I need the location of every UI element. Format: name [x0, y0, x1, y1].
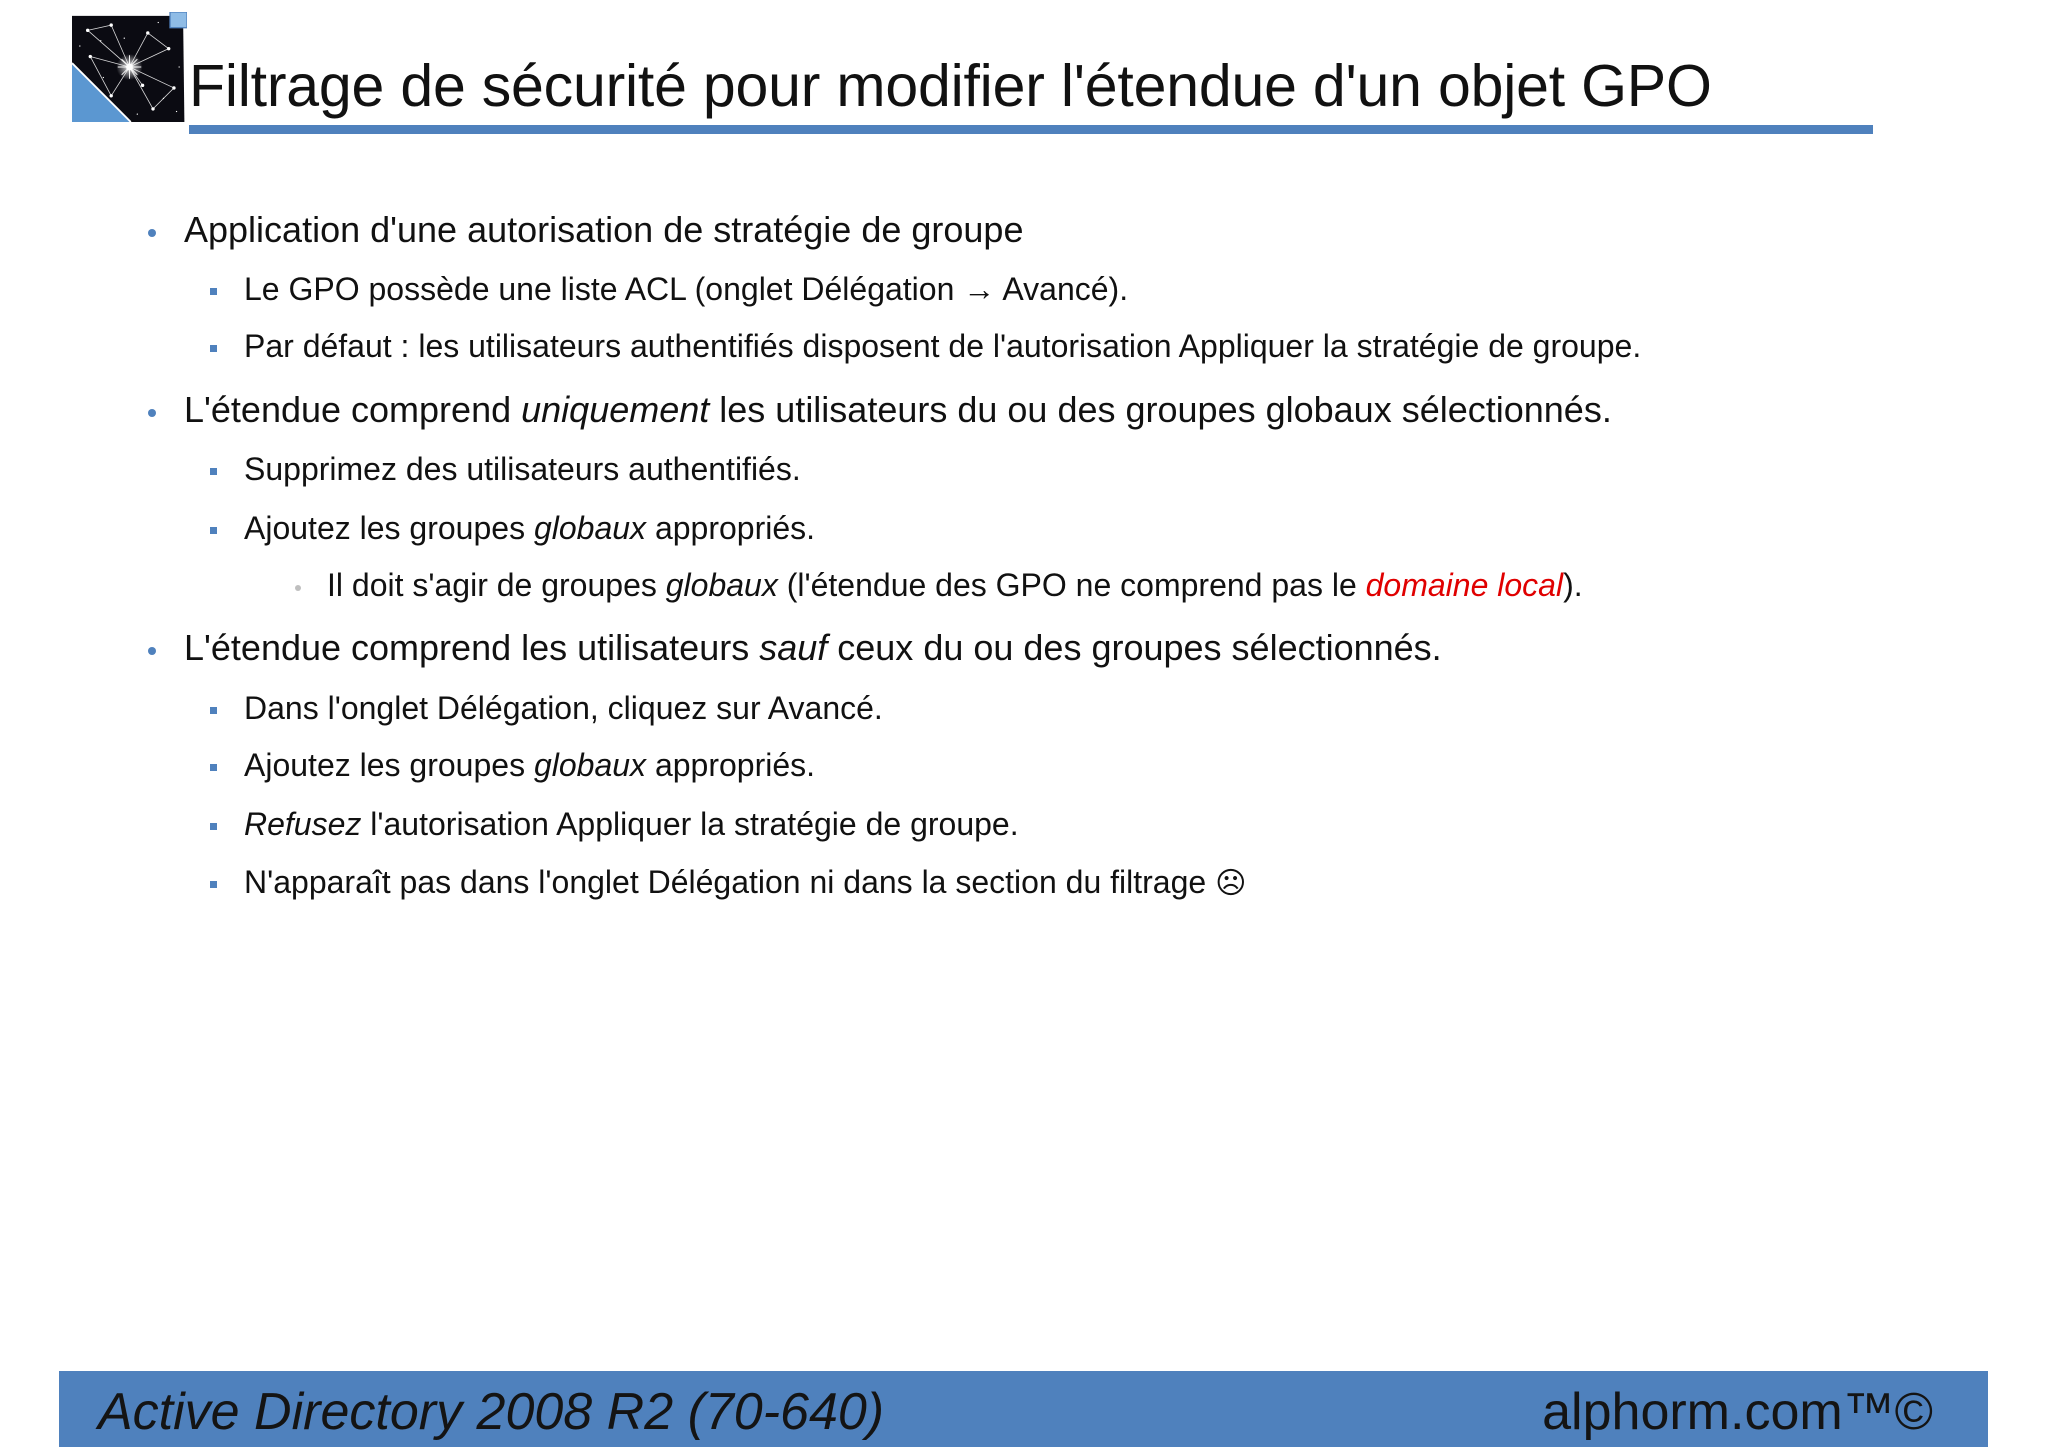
highlight-text: domaine local	[1365, 567, 1564, 603]
emphasis-text: uniquement	[521, 389, 710, 430]
bullet-text: Par défaut : les utilisateurs authentifiés disposent de l'autorisation Appliquer la stratégie de groupe.	[244, 328, 1642, 364]
bullet-level2	[244, 322, 1641, 370]
bullet-text: Supprimez des utilisateurs authentifiés.	[244, 451, 801, 487]
bullet-dot-icon	[148, 229, 156, 237]
bullet-text: L'étendue comprend	[184, 389, 522, 430]
sad-face-icon: ☹	[1215, 866, 1247, 901]
bullet-text: Il doit s'agir de groupes	[327, 567, 666, 603]
brand-name: alphorm.com™©	[1542, 1383, 1933, 1441]
bullet-level3	[327, 561, 1583, 609]
bullet-level2	[244, 445, 801, 493]
bullet-level1	[184, 386, 1612, 434]
title-underline	[189, 125, 1873, 134]
bullet-text: les utilisateurs du ou des groupes globaux sélectionnés.	[709, 389, 1612, 430]
bullet-text: ceux du ou des groupes sélectionnés.	[827, 627, 1442, 668]
bullet-text: Application d'une autorisation de stratégie de groupe	[184, 209, 1024, 250]
bullet-text: Dans l'onglet Délégation, cliquez sur Avancé.	[244, 690, 883, 726]
bullet-level2	[244, 684, 883, 732]
bullet-text: N'apparaît pas dans l'onglet Délégation ni dans la section du filtrage	[244, 864, 1216, 900]
emphasis-text: Refusez	[244, 806, 362, 842]
bullet-square-icon	[210, 345, 217, 352]
bullet-square-icon	[210, 527, 217, 534]
course-title: Active Directory 2008 R2 (70-640)	[98, 1383, 885, 1441]
bullet-square-icon	[210, 468, 217, 475]
emphasis-text: sauf	[759, 627, 828, 668]
bullet-text: Le GPO possède une liste ACL (onglet Délégation → Avancé).	[244, 271, 1129, 307]
bullet-dot-icon	[148, 647, 156, 655]
emphasis-text: globaux	[533, 747, 647, 783]
bullet-text: appropriés.	[646, 747, 816, 783]
logo-corner-square	[170, 12, 187, 28]
footer-bar	[59, 1371, 1988, 1447]
slide-title: Filtrage de sécurité pour modifier l'étendue d'un objet GPO	[189, 53, 1712, 119]
bullet-level2	[244, 265, 1128, 313]
bullet-dot-icon	[148, 409, 156, 417]
bullet-text: l'autorisation Appliquer la stratégie de groupe.	[361, 806, 1019, 842]
bullet-text: ).	[1563, 567, 1583, 603]
emphasis-text: globaux	[665, 567, 778, 603]
bullet-square-icon	[210, 823, 217, 830]
bullet-square-icon	[210, 881, 217, 888]
bullet-square-icon	[210, 707, 217, 714]
bullet-square-icon	[210, 288, 217, 295]
bullet-text: Ajoutez les groupes	[244, 747, 534, 783]
bullet-text: Ajoutez les groupes	[244, 510, 534, 546]
bullet-square-icon	[210, 764, 217, 771]
network-star-logo-icon	[72, 12, 187, 122]
bullet-level2	[244, 741, 815, 789]
bullet-level1	[184, 624, 1442, 672]
bullet-text: L'étendue comprend les utilisateurs	[184, 627, 760, 668]
bullet-level1	[184, 206, 1023, 254]
bullet-small-dot-icon	[295, 585, 301, 591]
bullet-level2	[244, 858, 1246, 906]
bullet-text: (l'étendue des GPO ne comprend pas le	[777, 567, 1366, 603]
bullet-level2	[244, 800, 1019, 848]
emphasis-text: globaux	[533, 510, 647, 546]
bullet-text: appropriés.	[646, 510, 816, 546]
bullet-level2	[244, 504, 815, 552]
